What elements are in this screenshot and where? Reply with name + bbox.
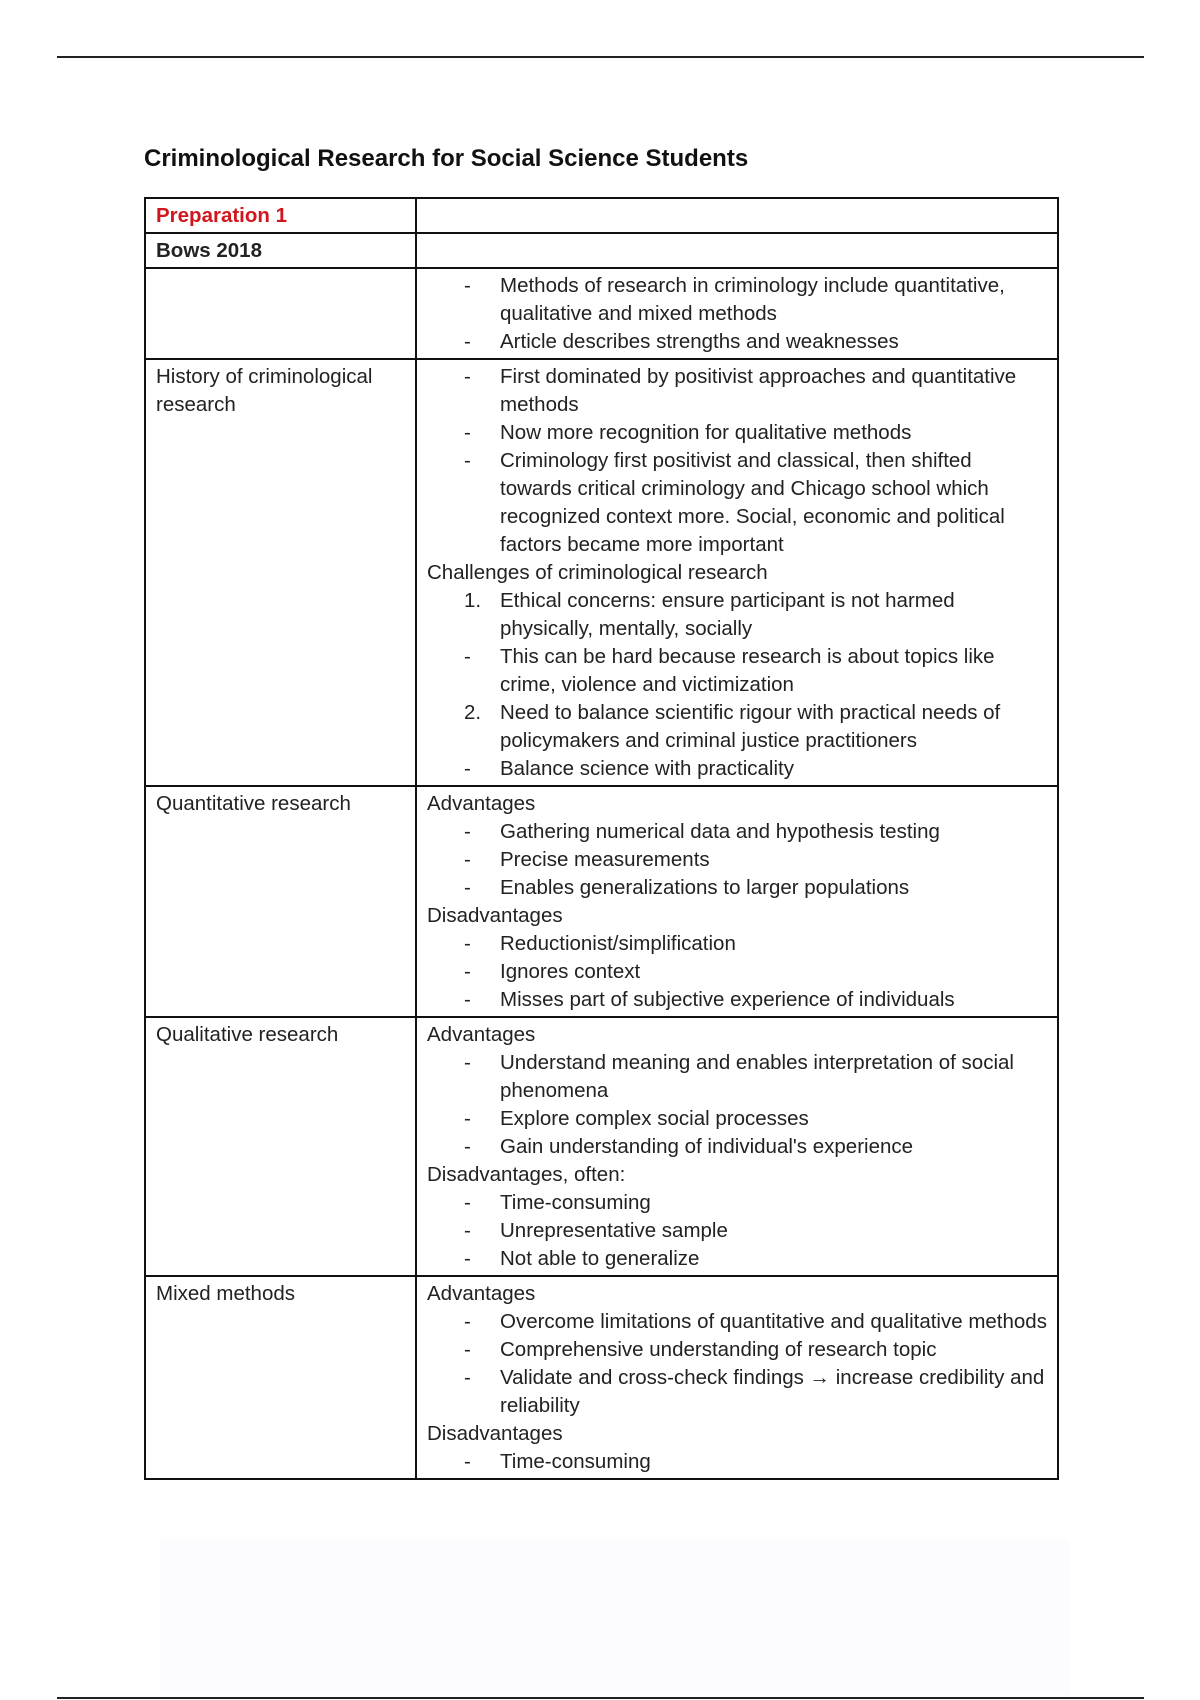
section-heading: Advantages	[427, 792, 536, 815]
list-item: - Reductionist/simplification	[464, 932, 736, 955]
list-item: - Precise measurements	[464, 848, 710, 871]
table-row	[145, 786, 1058, 1017]
list-item: - Explore complex social processes	[464, 1107, 809, 1130]
list-item: - Enables generalizations to larger populations	[464, 876, 910, 899]
list-item: - Unrepresentative sample	[464, 1219, 728, 1242]
list-item: - Misses part of subjective experience of individuals	[464, 988, 955, 1011]
row-label-quantitative: Quantitative research	[145, 786, 416, 1017]
list-item: - Now more recognition for qualitative methods	[464, 421, 912, 444]
row-label-mixed: Mixed methods	[145, 1276, 416, 1479]
row-content-quantitative	[416, 786, 1058, 1017]
list-item: - First dominated by positivist approaches and quantitative methods	[464, 365, 1017, 416]
table-row	[145, 198, 1058, 233]
list-item: - Article describes strengths and weaknesses	[464, 330, 899, 353]
table-row	[145, 359, 1058, 786]
table-row	[145, 268, 1058, 359]
list-item: - Validate and cross-check findings → increase credibility and reliability	[464, 1366, 1045, 1417]
section-heading: Disadvantages	[427, 904, 563, 927]
row-label-history: History of criminological research	[145, 359, 416, 786]
row-label-intro	[145, 268, 416, 359]
list-item: - This can be hard because research is about topics like crime, violence and victimization	[464, 645, 995, 696]
row-content-bows	[416, 233, 1058, 268]
list-item: - Balance science with practicality	[464, 757, 794, 780]
list-item: - Overcome limitations of quantitative and qualitative methods	[464, 1310, 1047, 1333]
list-item: - Criminology first positivist and classical, then shifted towards critical criminology and Chicago school which recognized context more. Social, economic and political factors became more important	[464, 449, 1005, 556]
document-title: Criminological Research for Social Science Students	[144, 145, 749, 172]
row-content-intro	[416, 268, 1058, 359]
row-content-history	[416, 359, 1058, 786]
table-row	[145, 1017, 1058, 1276]
list-item: 1. Ethical concerns: ensure participant is not harmed physically, mentally, socially	[464, 589, 955, 640]
list-item: - Not able to generalize	[464, 1247, 700, 1270]
table-row	[145, 1276, 1058, 1479]
section-heading: Disadvantages	[427, 1422, 563, 1445]
notes-table	[144, 197, 1059, 1480]
list-item: - Understand meaning and enables interpretation of social phenomena	[464, 1051, 1014, 1102]
section-heading: Challenges of criminological research	[427, 561, 768, 584]
list-item: - Time-consuming	[464, 1450, 651, 1473]
list-item: 2. Need to balance scientific rigour with practical needs of policymakers and criminal justice practitioners	[464, 701, 1001, 752]
list-item: - Gain understanding of individual's experience	[464, 1135, 914, 1158]
list-item: - Gathering numerical data and hypothesis testing	[464, 820, 940, 843]
row-content-preparation	[416, 198, 1058, 233]
row-content-qualitative	[416, 1017, 1058, 1276]
row-label-preparation: Preparation 1	[145, 198, 416, 233]
row-content-mixed	[416, 1276, 1058, 1479]
section-heading: Advantages	[427, 1023, 536, 1046]
section-heading: Disadvantages, often:	[427, 1163, 626, 1186]
list-item: - Ignores context	[464, 960, 641, 983]
list-item: - Comprehensive understanding of research topic	[464, 1338, 937, 1361]
row-label-bows: Bows 2018	[145, 233, 416, 268]
row-label-qualitative: Qualitative research	[145, 1017, 416, 1276]
table-row	[145, 233, 1058, 268]
header-rule	[57, 56, 1144, 58]
page-shade	[160, 1540, 1070, 1695]
list-item: - Methods of research in criminology include quantitative, qualitative and mixed methods	[464, 274, 1005, 325]
footer-rule	[57, 1697, 1144, 1699]
list-item: - Time-consuming	[464, 1191, 651, 1214]
section-heading: Advantages	[427, 1282, 536, 1305]
